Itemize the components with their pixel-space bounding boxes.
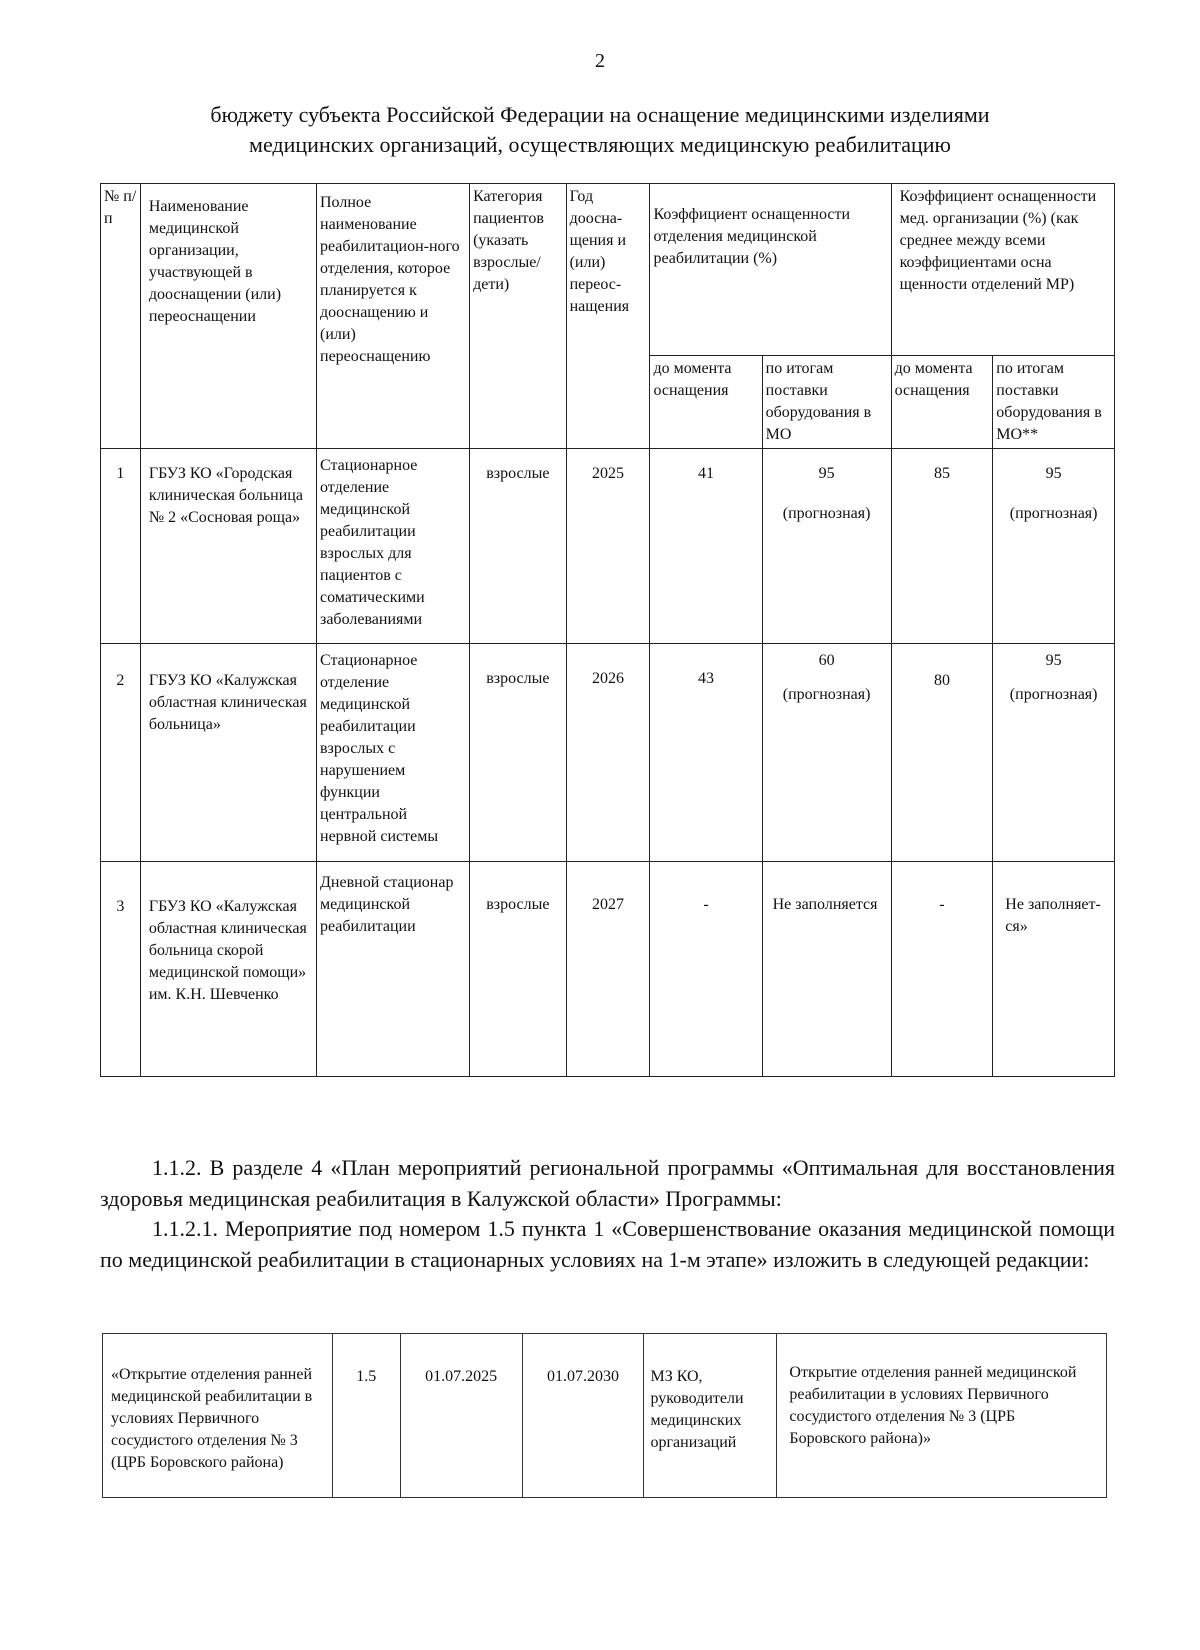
- row-org: ГБУЗ КО «Калужская областная клиническая больница»: [140, 644, 316, 862]
- paragraph-1-text: 1.1.2. В разделе 4 «План мероприятий региональной программы «Оптимальная для восстановления здоровья медицинская реабилитация в Калужской области» Программы:: [100, 1155, 1115, 1211]
- row-org: ГБУЗ КО «Городская клиническая больница № 2 «Сосновая роща»: [140, 449, 316, 644]
- row-dept-before: -: [650, 862, 762, 1077]
- row-org-before: 85: [891, 449, 993, 644]
- plan-responsible: МЗ КО, руководители медицинских организаций: [644, 1334, 777, 1498]
- row-org-after: [993, 644, 1115, 862]
- dept-after-note: (прогнозная): [782, 686, 871, 703]
- page-number: 2: [595, 50, 605, 72]
- paragraph-2: [100, 1213, 1115, 1275]
- row-year: 2025: [566, 449, 650, 644]
- table-row: [101, 449, 1115, 644]
- plan-result: Открытие отделения ранней медицинской реабилитации в условиях Первичного сосудистого отделения № 3 (ЦРБ Боровского района)»: [777, 1334, 1107, 1498]
- row-year: 2027: [566, 862, 650, 1077]
- row-org: ГБУЗ КО «Калужская областная клиническая больница скорой медицинской помощи» им. К.Н. Шевченко: [140, 862, 316, 1077]
- row-org-after: Не заполняет-ся»: [993, 862, 1115, 1077]
- dept-after-note: (прогнозная): [782, 505, 871, 522]
- paragraph-1: [100, 1152, 1115, 1214]
- row-dept: Стационарное отделение медицинской реабилитации взрослых с нарушением функции центральной нервной системы: [317, 644, 470, 862]
- row-dept-after: [762, 449, 891, 644]
- row-org-before: -: [891, 862, 993, 1077]
- header-category: Категория пациентов (указать взрослые/ дети): [470, 184, 566, 449]
- row-year: 2026: [566, 644, 650, 862]
- plan-event: «Открытие отделения ранней медицинской реабилитации в условиях Первичного сосудистого отделения № 3 (ЦРБ Боровского района): [103, 1334, 333, 1498]
- plan-end-date: 01.07.2030: [522, 1334, 644, 1498]
- heading-line-1: бюджету субъекта Российской Федерации на оснащение медицинскими изделиями: [210, 102, 990, 127]
- row-num: 2: [101, 644, 141, 862]
- table-row: [103, 1334, 1107, 1498]
- row-num: 1: [101, 449, 141, 644]
- row-category: взрослые: [470, 862, 566, 1077]
- row-dept-before: 43: [650, 644, 762, 862]
- org-after-value: 95: [1045, 652, 1062, 669]
- header-org: Наименование медицинской организации, участвующей в дооснащении (или) переоснащении: [140, 184, 316, 449]
- equipment-table: [100, 183, 1115, 1077]
- header-dept: Полное наименование реабилитацион-ного отделения, которое планируется к дооснащению и (или) переоснащению: [317, 184, 470, 449]
- header-year: Год доосна-щения и (или) переос-нащения: [566, 184, 650, 449]
- row-org-after: [993, 449, 1115, 644]
- dept-after-value: 60: [818, 652, 835, 669]
- org-after-note: (прогнозная): [1009, 505, 1098, 522]
- header-dept-coef: Коэффициент оснащенности отделения медицинской реабилитации (%): [650, 184, 891, 356]
- org-after-note: (прогнозная): [1009, 686, 1098, 703]
- header-org-after: по итогам поставки оборудования в МО**: [993, 356, 1115, 449]
- org-after-value: 95: [1045, 465, 1062, 482]
- plan-start-date: 01.07.2025: [400, 1334, 522, 1498]
- heading-line-2: медицинских организаций, осуществляющих медицинскую реабилитацию: [249, 132, 951, 157]
- plan-number: 1.5: [332, 1334, 400, 1498]
- row-dept-after: [762, 644, 891, 862]
- table-heading: [100, 100, 1100, 160]
- table-row: [101, 862, 1115, 1077]
- dept-after-value: 95: [818, 465, 835, 482]
- header-org-before: до момента оснащения: [891, 356, 993, 449]
- header-dept-before: до момента оснащения: [650, 356, 762, 449]
- header-org-coef: Коэффициент оснащенности мед. организации (%) (как среднее между всеми коэффициентами осна щенности отделений МР): [891, 184, 1114, 356]
- row-dept-before: 41: [650, 449, 762, 644]
- row-num: 3: [101, 862, 141, 1077]
- row-dept: Стационарное отделение медицинской реабилитации взрослых для пациентов с соматическими заболеваниями: [317, 449, 470, 644]
- paragraph-2-text: 1.1.2.1. Мероприятие под номером 1.5 пункта 1 «Совершенствование оказания медицинской помощи по медицинской реабилитации в стационарных условиях на 1-м этапе» изложить в следующей редакции:: [100, 1216, 1115, 1272]
- row-org-before: 80: [891, 644, 993, 862]
- row-dept-after: Не заполняется: [762, 862, 891, 1077]
- table-row: [101, 644, 1115, 862]
- row-dept: Дневной стационар медицинской реабилитации: [317, 862, 470, 1077]
- row-category: взрослые: [470, 644, 566, 862]
- header-dept-after: по итогам поставки оборудования в МО: [762, 356, 891, 449]
- plan-table: [102, 1333, 1107, 1498]
- row-category: взрослые: [470, 449, 566, 644]
- header-num: № п/п: [101, 184, 141, 449]
